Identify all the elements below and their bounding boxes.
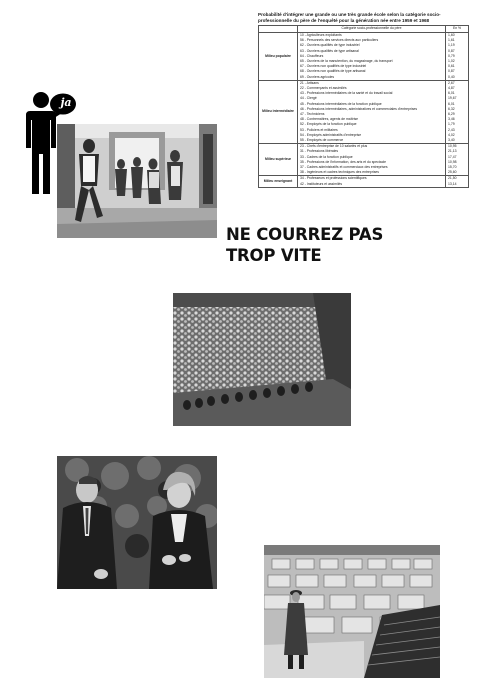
percent-cell: 4,02 bbox=[446, 133, 469, 138]
headline-line-1: NE COURREZ PAS bbox=[226, 225, 384, 244]
category-cell: 46 - Professions intermédiaires, administratives et commerciales d'entreprises bbox=[298, 107, 446, 112]
group-label: Milieu populaire bbox=[259, 33, 298, 81]
category-cell: 34 - Professeurs et professions scientifiques bbox=[298, 176, 446, 182]
percent-cell: 17,47 bbox=[446, 155, 469, 160]
percent-cell: 0,87 bbox=[446, 49, 469, 54]
percent-cell: 21,13 bbox=[446, 149, 469, 154]
category-cell: 55 - Employés de commerce bbox=[298, 138, 446, 144]
percent-cell: 10,95 bbox=[446, 144, 469, 150]
photo-leaders-seated bbox=[57, 456, 217, 589]
percent-cell: 1,79 bbox=[446, 122, 469, 127]
table-title: Probabilité d'intégrer une grande ou une très grande école selon la catégorie socio-professionnelle du père de l'enquêté pour la génération née entre 1959 et 1968 bbox=[258, 12, 441, 23]
category-cell: 33 - Cadres de la fonction publique bbox=[298, 155, 446, 160]
percent-cell: 19,67 bbox=[446, 96, 469, 101]
category-cell: 63 - Ouvriers qualifiés de type artisanal bbox=[298, 49, 446, 54]
percent-cell: 0,79 bbox=[446, 54, 469, 59]
percent-cell: 1,61 bbox=[446, 38, 469, 43]
percent-cell: 3,46 bbox=[446, 117, 469, 122]
percent-cell: 6,01 bbox=[446, 102, 469, 107]
group-label: Milieu enseignant bbox=[259, 176, 298, 187]
percent-cell: 6,29 bbox=[446, 112, 469, 117]
category-cell: 64 - Chauffeurs bbox=[298, 54, 446, 59]
header-pct: En % bbox=[446, 26, 469, 33]
category-cell: 42 - Instituteurs et assimilés bbox=[298, 182, 446, 188]
percent-cell: 21,50 bbox=[446, 176, 469, 182]
table-header-row bbox=[259, 26, 469, 33]
category-cell: 43 - Professions intermédiaires de la santé et du travail social bbox=[298, 91, 446, 96]
category-cell: 67 - Ouvriers non qualifiés de type industriel bbox=[298, 64, 446, 69]
percent-cell: 10,98 bbox=[446, 160, 469, 165]
percent-cell: 1,60 bbox=[446, 33, 469, 39]
category-cell: 52 - Employés de la fonction publique bbox=[298, 122, 446, 127]
category-cell: 45 - Professions intermédiaires de la fonction publique bbox=[298, 102, 446, 107]
percent-cell: 0,87 bbox=[446, 69, 469, 74]
category-cell: 23 - Chefs d'entreprise de 10 salariés et plus bbox=[298, 144, 446, 150]
category-cell: 21 - Artisans bbox=[298, 80, 446, 86]
category-cell: 37 - Cadres administratifs et commerciaux des entreprises bbox=[298, 165, 446, 170]
category-cell: 54 - Employés administratifs d'entreprise bbox=[298, 133, 446, 138]
percent-cell: 4,87 bbox=[446, 86, 469, 91]
photo-crowd-hall bbox=[173, 293, 351, 426]
category-cell: 48 - Contremaîtres, agents de maîtrise bbox=[298, 117, 446, 122]
percent-cell: 25,60 bbox=[446, 170, 469, 176]
photo-office-cubicles bbox=[264, 545, 440, 678]
group-label: Milieu intermédiaire bbox=[259, 80, 298, 143]
percent-cell: 6,32 bbox=[446, 107, 469, 112]
percent-cell: 1,19 bbox=[446, 43, 469, 48]
group-label: Milieu supérieur bbox=[259, 144, 298, 176]
photo-children-running bbox=[57, 124, 217, 238]
percent-cell: 0,40 bbox=[446, 75, 469, 81]
header-category: Catégorie socio-professionnelle du père bbox=[298, 26, 446, 33]
header-spacer bbox=[259, 26, 298, 33]
category-cell: 38 - Ingénieurs et cadres techniques des entreprises bbox=[298, 170, 446, 176]
stats-table bbox=[258, 25, 469, 188]
category-cell: 56 - Personnels des services directs aux particuliers bbox=[298, 38, 446, 43]
category-cell: 22 - Commerçants et assimilés bbox=[298, 86, 446, 91]
percent-cell: 1,02 bbox=[446, 59, 469, 64]
category-cell: 35 - Professions de l'information, des arts et du spectacle bbox=[298, 160, 446, 165]
category-cell: 31 - Professions libérales bbox=[298, 149, 446, 154]
category-cell: 44 - Clergé bbox=[298, 96, 446, 101]
table-body bbox=[259, 33, 469, 188]
category-cell: 69 - Ouvriers agricoles bbox=[298, 75, 446, 81]
percent-cell: 15,70 bbox=[446, 165, 469, 170]
category-cell: 62 - Ouvriers qualifiés de type industriel bbox=[298, 43, 446, 48]
percent-cell: 6,01 bbox=[446, 91, 469, 96]
category-cell: 65 - Ouvriers de la manutention, du magasinage, du transport bbox=[298, 59, 446, 64]
percent-cell: 2,67 bbox=[446, 80, 469, 86]
category-cell: 47 - Techniciens bbox=[298, 112, 446, 117]
headline-line-2: TROP VITE bbox=[226, 246, 322, 265]
percent-cell: 3,40 bbox=[446, 138, 469, 144]
headline bbox=[226, 224, 426, 266]
percent-cell: 13,14 bbox=[446, 182, 469, 188]
speech-bubble-text: ja bbox=[60, 96, 72, 109]
percent-cell: 0,61 bbox=[446, 64, 469, 69]
category-cell: 53 - Policiers et militaires bbox=[298, 128, 446, 133]
category-cell: 10 - Agriculteurs exploitants bbox=[298, 33, 446, 39]
percent-cell: 2,43 bbox=[446, 128, 469, 133]
category-cell: 68 - Ouvriers non qualifiés de type artisanal bbox=[298, 69, 446, 74]
